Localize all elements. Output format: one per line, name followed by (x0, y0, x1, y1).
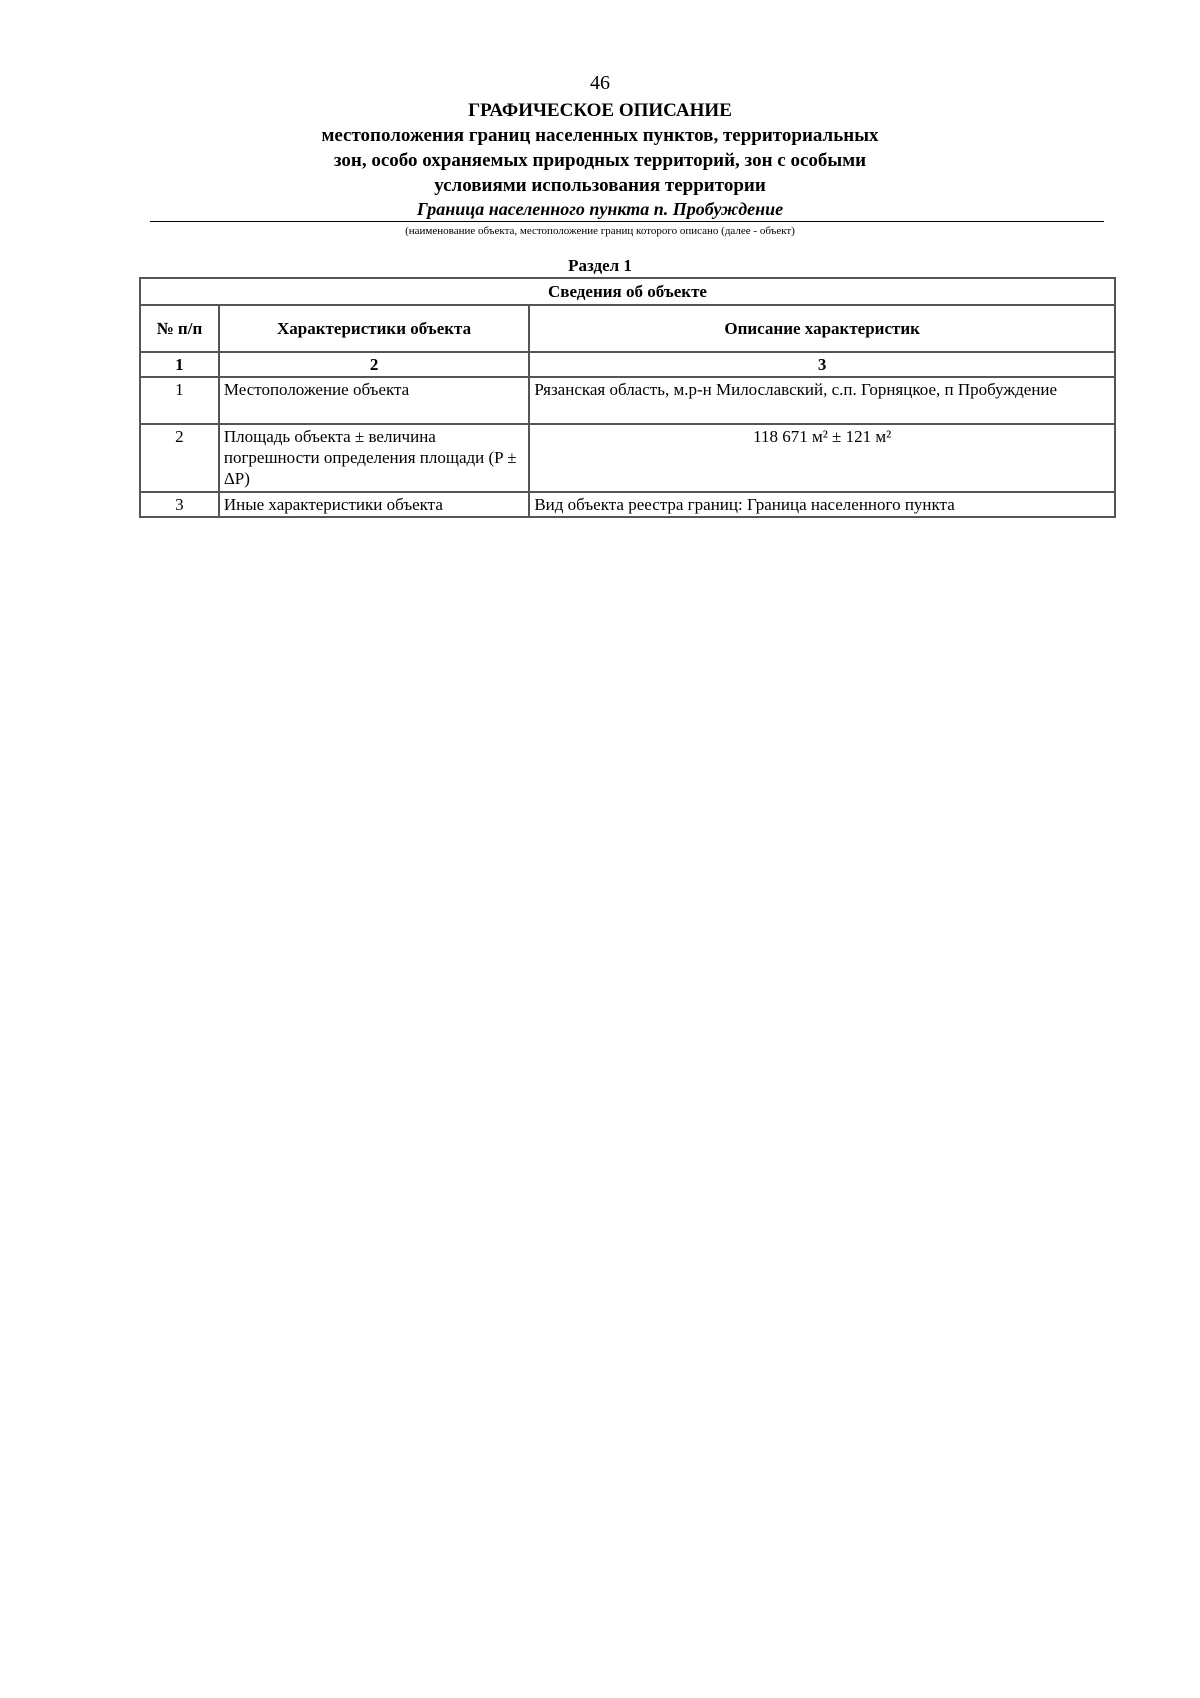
row-description: Рязанская область, м.р-н Милославский, с.п. Горняцкое, п Пробуждение (529, 377, 1115, 424)
row-num: 2 (140, 424, 219, 492)
row-num: 1 (140, 377, 219, 424)
row-description: Вид объекта реестра границ: Граница населенного пункта (529, 492, 1115, 517)
header-description: Описание характеристик (529, 305, 1115, 352)
section-title: Раздел 1 (568, 256, 632, 275)
object-name-underline (150, 221, 1104, 222)
row-characteristic: Площадь объекта ± величина погрешности определения площади (P ± ΔP) (219, 424, 529, 492)
column-number-row (140, 352, 1115, 377)
table-caption: Сведения об объекте (140, 278, 1115, 305)
document-title (0, 98, 1200, 198)
header-num: № п/п (140, 305, 219, 352)
row-description: 118 671 м² ± 121 м² (529, 424, 1115, 492)
column-number: 2 (219, 352, 529, 377)
table-caption-row (140, 278, 1115, 305)
column-number: 1 (140, 352, 219, 377)
title-line-1: ГРАФИЧЕСКОЕ ОПИСАНИЕ (468, 100, 732, 121)
table-row (140, 424, 1115, 492)
table-header-row (140, 305, 1115, 352)
title-line-4: условиями использования территории (434, 175, 766, 196)
row-characteristic: Иные характеристики объекта (219, 492, 529, 517)
title-line-3: зон, особо охраняемых природных территорий, зон с особыми (333, 150, 867, 171)
object-info-table (139, 277, 1116, 518)
column-number: 3 (529, 352, 1115, 377)
page-number: 46 (590, 72, 610, 94)
table-row (140, 377, 1115, 424)
table-row (140, 492, 1115, 517)
title-line-2: местоположения границ населенных пунктов, территориальных (321, 125, 879, 146)
row-characteristic: Местоположение объекта (219, 377, 529, 424)
header-characteristics: Характеристики объекта (219, 305, 529, 352)
object-name-caption: (наименование объекта, местоположение границ которого описано (далее - объект) (405, 225, 795, 237)
object-name: Граница населенного пункта п. Пробуждение (416, 199, 784, 219)
row-num: 3 (140, 492, 219, 517)
